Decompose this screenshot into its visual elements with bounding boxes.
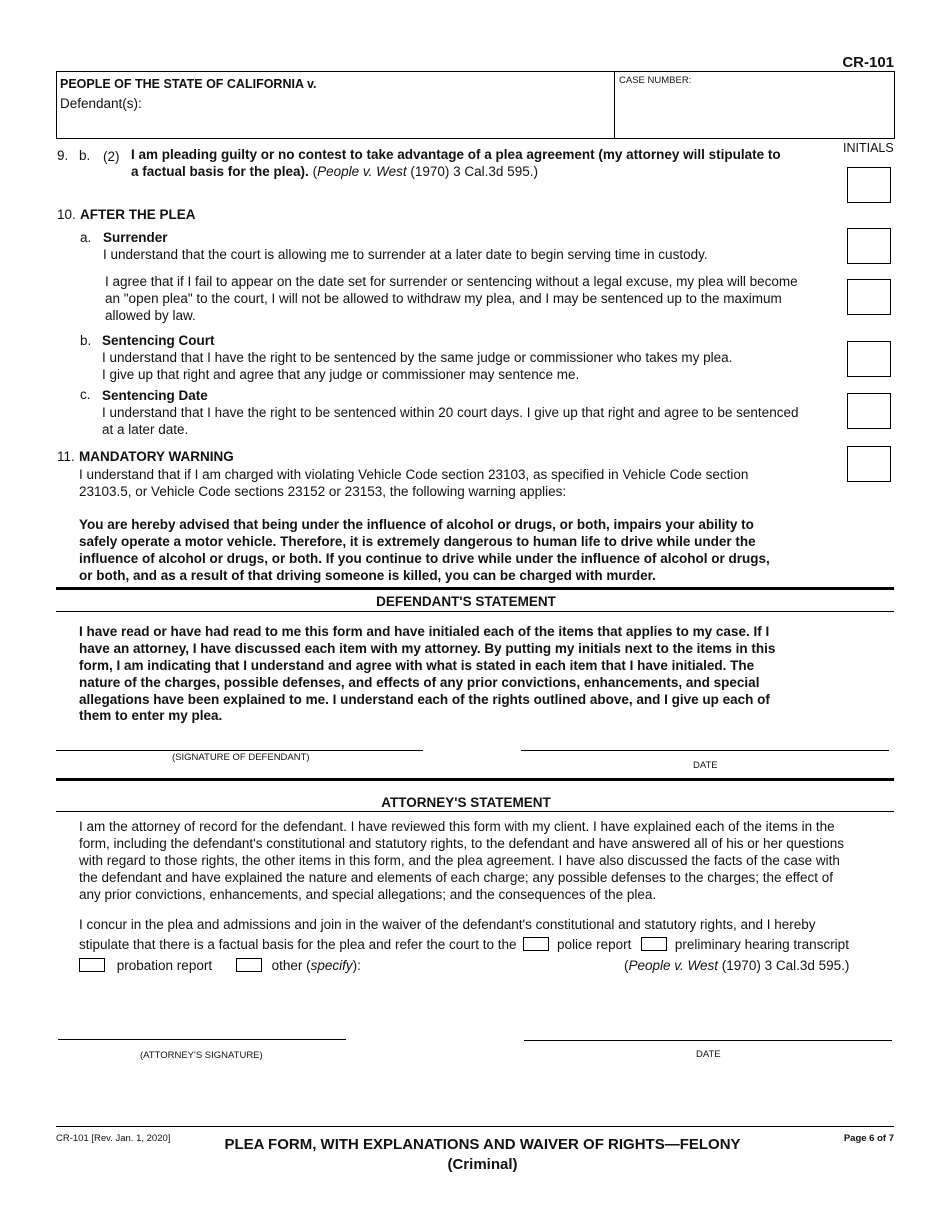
caption-defendant-field[interactable]: Defendant(s): [60,96,142,111]
form-number: CR-101 [842,54,894,71]
section-divider [56,587,894,590]
defendant-signature-label: (SIGNATURE OF DEFENDANT) [172,752,310,763]
item10c-line1: I understand that I have the right to be sentenced within 20 court days. I give up that right and agree to be sentenced [102,405,799,420]
attorney-statement-line5: any prior convictions, enhancements, and special allegations; and the consequences of the plea. [79,887,657,902]
probation-report-checkbox[interactable] [79,958,105,972]
warning-line4: or both, and as a result of that driving someone is killed, you can be charged with murder. [79,568,656,583]
item10a-para2-line3: allowed by law. [105,308,196,323]
attorney-citation: (People v. West (1970) 3 Cal.3d 595.) [624,958,850,973]
attorney-date-label: DATE [696,1049,721,1060]
attorney-statement-line3: with regard to those rights, the other items in this form, and the plea agreement. I have also discussed the facts of the case with [79,853,840,868]
section-divider [56,778,894,781]
item10b-line1: I understand that I have the right to be sentenced by the same judge or commissioner who takes my plea. [102,350,733,365]
warning-line3: influence of alcohol or drugs, or both. If you continue to drive while under the influence of alcohol or drugs, [79,551,770,566]
item11-number: 11. [57,449,75,464]
initials-box-11[interactable] [847,446,891,482]
defendant-statement-line5: allegations have been explained to me. I understand each of the rights outlined above, and I give up each of [79,692,770,707]
attorney-statement-title: ATTORNEY'S STATEMENT [381,795,551,810]
initials-box-9b2[interactable] [847,167,891,203]
item10-title: AFTER THE PLEA [80,207,196,222]
section-divider [56,811,894,812]
item11-line2: 23103.5, or Vehicle Code sections 23152 or 23153, the following warning applies: [79,484,567,499]
item10b-line2: I give up that right and agree that any judge or commissioner may sentence me. [102,367,580,382]
item10c-letter: c. [80,387,91,402]
case-number-field[interactable]: CASE NUMBER: [619,75,692,86]
initials-box-10b[interactable] [847,341,891,377]
attorney-date-line[interactable] [524,1040,892,1041]
defendant-statement-line3: form, I am indicating that I understand and agree with what is stated in each item that I have initialed. The [79,658,755,673]
defendant-statement-title: DEFENDANT'S STATEMENT [376,594,556,609]
warning-line2: safely operate a motor vehicle. Therefore, it is extremely dangerous to human life to drive while under the [79,534,756,549]
other-checkbox[interactable] [236,958,262,972]
item10a-title: Surrender [103,230,168,245]
section-divider [56,611,894,612]
footer-divider [56,1126,894,1127]
concur-line2: stipulate that there is a factual basis for the plea and refer the court to the police report preliminary hearing transcript [79,937,849,952]
probation-report-label: probation report [116,958,213,973]
item9-letter: b. [79,148,91,163]
item9-text-line1: I am pleading guilty or no contest to take advantage of a plea agreement (my attorney will stipulate to [131,147,781,162]
defendant-statement-line6: them to enter my plea. [79,708,223,723]
warning-line1: You are hereby advised that being under the influence of alcohol or drugs, or both, impairs your ability to [79,517,754,532]
attorney-statement-line4: the defendant and have explained the nature and elements of each charge; any possible defenses to the charges; the effect of [79,870,834,885]
police-report-label: police report [557,937,632,952]
attorney-statement-line1: I am the attorney of record for the defendant. I have reviewed this form with my client. I have explained each of the items in the [79,819,835,834]
concur-line1: I concur in the plea and admissions and join in the waiver of the defendant's constitutional and statutory rights, and I hereby [79,917,816,932]
footer-rev: CR-101 [Rev. Jan. 1, 2020] [56,1133,171,1144]
defendant-date-line[interactable] [521,750,889,751]
item10a-para2-line1: I agree that if I fail to appear on the date set for surrender or sentencing without a legal excuse, my plea will become [105,274,798,289]
initials-box-10a-2[interactable] [847,279,891,315]
caption-divider [614,72,615,138]
item10-number: 10. [57,207,76,222]
footer-title: PLEA FORM, WITH EXPLANATIONS AND WAIVER OF RIGHTS—FELONY (Criminal) [224,1136,741,1173]
initials-box-10a-1[interactable] [847,228,891,264]
defendant-statement-line1: I have read or have had read to me this form and have initialed each of the items that applies to my case. If I [79,624,770,639]
defendant-statement-line4: nature of the charges, possible defenses, and effects of any prior convictions, enhancements, and special [79,675,760,690]
attorney-signature-label: (ATTORNEY'S SIGNATURE) [140,1050,263,1061]
item10c-line2: at a later date. [102,422,189,437]
page-number: Page 6 of 7 [843,1133,894,1144]
item9-sub: (2) [103,149,120,164]
defendant-date-label: DATE [693,760,718,771]
item10c-title: Sentencing Date [102,388,208,403]
caption-party: PEOPLE OF THE STATE OF CALIFORNIA v. [60,77,317,91]
police-report-checkbox[interactable] [523,937,549,951]
item11-line1: I understand that if I am charged with violating Vehicle Code section 23103, as specified in Vehicle Code section [79,467,749,482]
other-label: other (specify): [271,958,361,973]
preliminary-hearing-label: preliminary hearing transcript [674,937,849,952]
attorney-signature-line[interactable] [58,1039,346,1040]
item11-title: MANDATORY WARNING [79,449,234,464]
preliminary-hearing-checkbox[interactable] [641,937,667,951]
item10a-para2-line2: an "open plea" to the court, I will not be allowed to withdraw my plea, and I may be sentenced up to the maximum [105,291,782,306]
item9-number: 9. [57,148,69,163]
item10a-letter: a. [80,230,92,245]
concur-line3 [79,957,361,974]
item10b-letter: b. [80,333,92,348]
item10b-title: Sentencing Court [102,333,215,348]
initials-heading: INITIALS [843,141,894,155]
attorney-statement-line2: form, including the defendant's constitutional and statutory rights, to the defendant and have answered all of his or her questions [79,836,845,851]
item10a-line1: I understand that the court is allowing me to surrender at a later date to begin serving time in custody. [103,247,708,262]
case-caption-box [56,71,895,139]
item9-text-line2: a factual basis for the plea). (People v. West (1970) 3 Cal.3d 595.) [131,164,538,179]
initials-box-10c[interactable] [847,393,891,429]
defendant-statement-line2: have an attorney, I have discussed each item with my attorney. By putting my initials next to the items in this [79,641,776,656]
defendant-signature-line[interactable] [56,750,423,751]
